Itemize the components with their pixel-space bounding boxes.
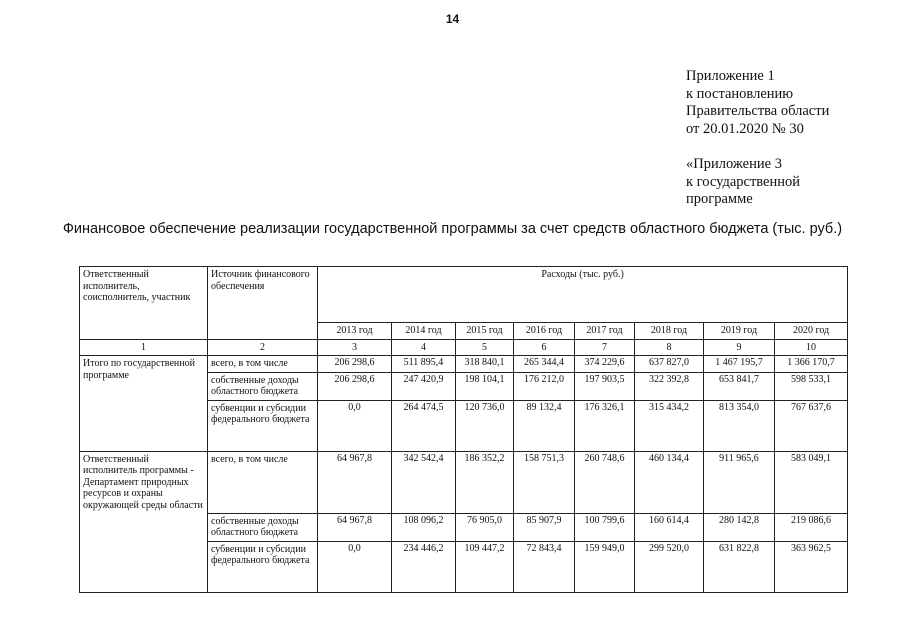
value-cell: 631 822,8 [704, 541, 775, 592]
column-index: 6 [514, 339, 575, 356]
value-cell: 322 392,8 [635, 372, 704, 400]
column-index: 1 [80, 339, 208, 356]
value-cell: 206 298,6 [318, 372, 392, 400]
appendix-block [686, 68, 829, 209]
value-cell: 89 132,4 [514, 400, 575, 451]
value-cell: 120 736,0 [456, 400, 514, 451]
source-cell: субвенции и субсидии федерального бюджета [208, 541, 318, 592]
value-cell: 363 962,5 [775, 541, 848, 592]
value-cell: 374 229,6 [575, 356, 635, 373]
column-index: 4 [392, 339, 456, 356]
value-cell: 76 905,0 [456, 513, 514, 541]
value-cell: 265 344,4 [514, 356, 575, 373]
column-index: 8 [635, 339, 704, 356]
value-cell: 108 096,2 [392, 513, 456, 541]
value-cell: 85 907,9 [514, 513, 575, 541]
value-cell: 159 949,0 [575, 541, 635, 592]
header-year: 2019 год [704, 323, 775, 340]
column-index: 3 [318, 339, 392, 356]
header-source: Источник финансового обеспечения [208, 267, 318, 340]
value-cell: 72 843,4 [514, 541, 575, 592]
financing-table [79, 266, 848, 593]
value-cell: 64 967,8 [318, 451, 392, 513]
appendix-line: Приложение 1 [686, 68, 775, 84]
value-cell: 0,0 [318, 400, 392, 451]
header-year: 2016 год [514, 323, 575, 340]
source-cell: собственные доходы областного бюджета [208, 372, 318, 400]
value-cell: 186 352,2 [456, 451, 514, 513]
appendix-line: Правительства области [686, 103, 830, 119]
column-index: 5 [456, 339, 514, 356]
column-index: 9 [704, 339, 775, 356]
table-row [80, 451, 848, 513]
value-cell: 100 799,6 [575, 513, 635, 541]
value-cell: 280 142,8 [704, 513, 775, 541]
appendix-line: от 20.01.2020 № 30 [686, 120, 804, 137]
value-cell: 219 086,6 [775, 513, 848, 541]
header-year: 2013 год [318, 323, 392, 340]
value-cell: 1 467 195,7 [704, 356, 775, 373]
value-cell: 342 542,4 [392, 451, 456, 513]
value-cell: 206 298,6 [318, 356, 392, 373]
appendix-line: «Приложение 3 [686, 156, 782, 172]
value-cell: 653 841,7 [704, 372, 775, 400]
participant-cell: Итого по государственной программе [80, 356, 208, 452]
appendix-line: программе [686, 191, 753, 207]
page-number: 14 [445, 12, 460, 26]
value-cell: 234 446,2 [392, 541, 456, 592]
header-year: 2018 год [635, 323, 704, 340]
value-cell: 637 827,0 [635, 356, 704, 373]
column-index: 10 [775, 339, 848, 356]
value-cell: 198 104,1 [456, 372, 514, 400]
value-cell: 1 366 170,7 [775, 356, 848, 373]
value-cell: 460 134,4 [635, 451, 704, 513]
value-cell: 511 895,4 [392, 356, 456, 373]
value-cell: 0,0 [318, 541, 392, 592]
value-cell: 197 903,5 [575, 372, 635, 400]
header-year: 2017 год [575, 323, 635, 340]
value-cell: 158 751,3 [514, 451, 575, 513]
source-cell: субвенции и субсидии федерального бюджета [208, 400, 318, 451]
source-cell: всего, в том числе [208, 356, 318, 373]
value-cell: 247 420,9 [392, 372, 456, 400]
participant-cell: Ответственный исполнитель программы - Департамент природных ресурсов и охраны окружающей среды области [80, 451, 208, 592]
value-cell: 176 212,0 [514, 372, 575, 400]
appendix-line: к постановлению [686, 85, 794, 102]
column-index: 7 [575, 339, 635, 356]
value-cell: 813 354,0 [704, 400, 775, 451]
value-cell: 315 434,2 [635, 400, 704, 451]
source-cell: всего, в том числе [208, 451, 318, 513]
value-cell: 109 447,2 [456, 541, 514, 592]
value-cell: 911 965,6 [704, 451, 775, 513]
column-index: 2 [208, 339, 318, 356]
value-cell: 260 748,6 [575, 451, 635, 513]
appendix-line: к государственной [686, 173, 801, 190]
value-cell: 299 520,0 [635, 541, 704, 592]
value-cell: 264 474,5 [392, 400, 456, 451]
header-expenses: Расходы (тыс. руб.) [318, 267, 848, 323]
value-cell: 160 614,4 [635, 513, 704, 541]
value-cell: 767 637,6 [775, 400, 848, 451]
value-cell: 583 049,1 [775, 451, 848, 513]
header-year: 2015 год [456, 323, 514, 340]
value-cell: 318 840,1 [456, 356, 514, 373]
header-year: 2020 год [775, 323, 848, 340]
header-year: 2014 год [392, 323, 456, 340]
value-cell: 64 967,8 [318, 513, 392, 541]
table-row [80, 356, 848, 373]
header-participant: Ответственный исполнитель, соисполнитель, участник [80, 267, 208, 340]
value-cell: 176 326,1 [575, 400, 635, 451]
source-cell: собственные доходы областного бюджета [208, 513, 318, 541]
value-cell: 598 533,1 [775, 372, 848, 400]
document-title: Финансовое обеспечение реализации государственной программы за счет средств областного бюджета (тыс. руб.) [62, 221, 843, 237]
